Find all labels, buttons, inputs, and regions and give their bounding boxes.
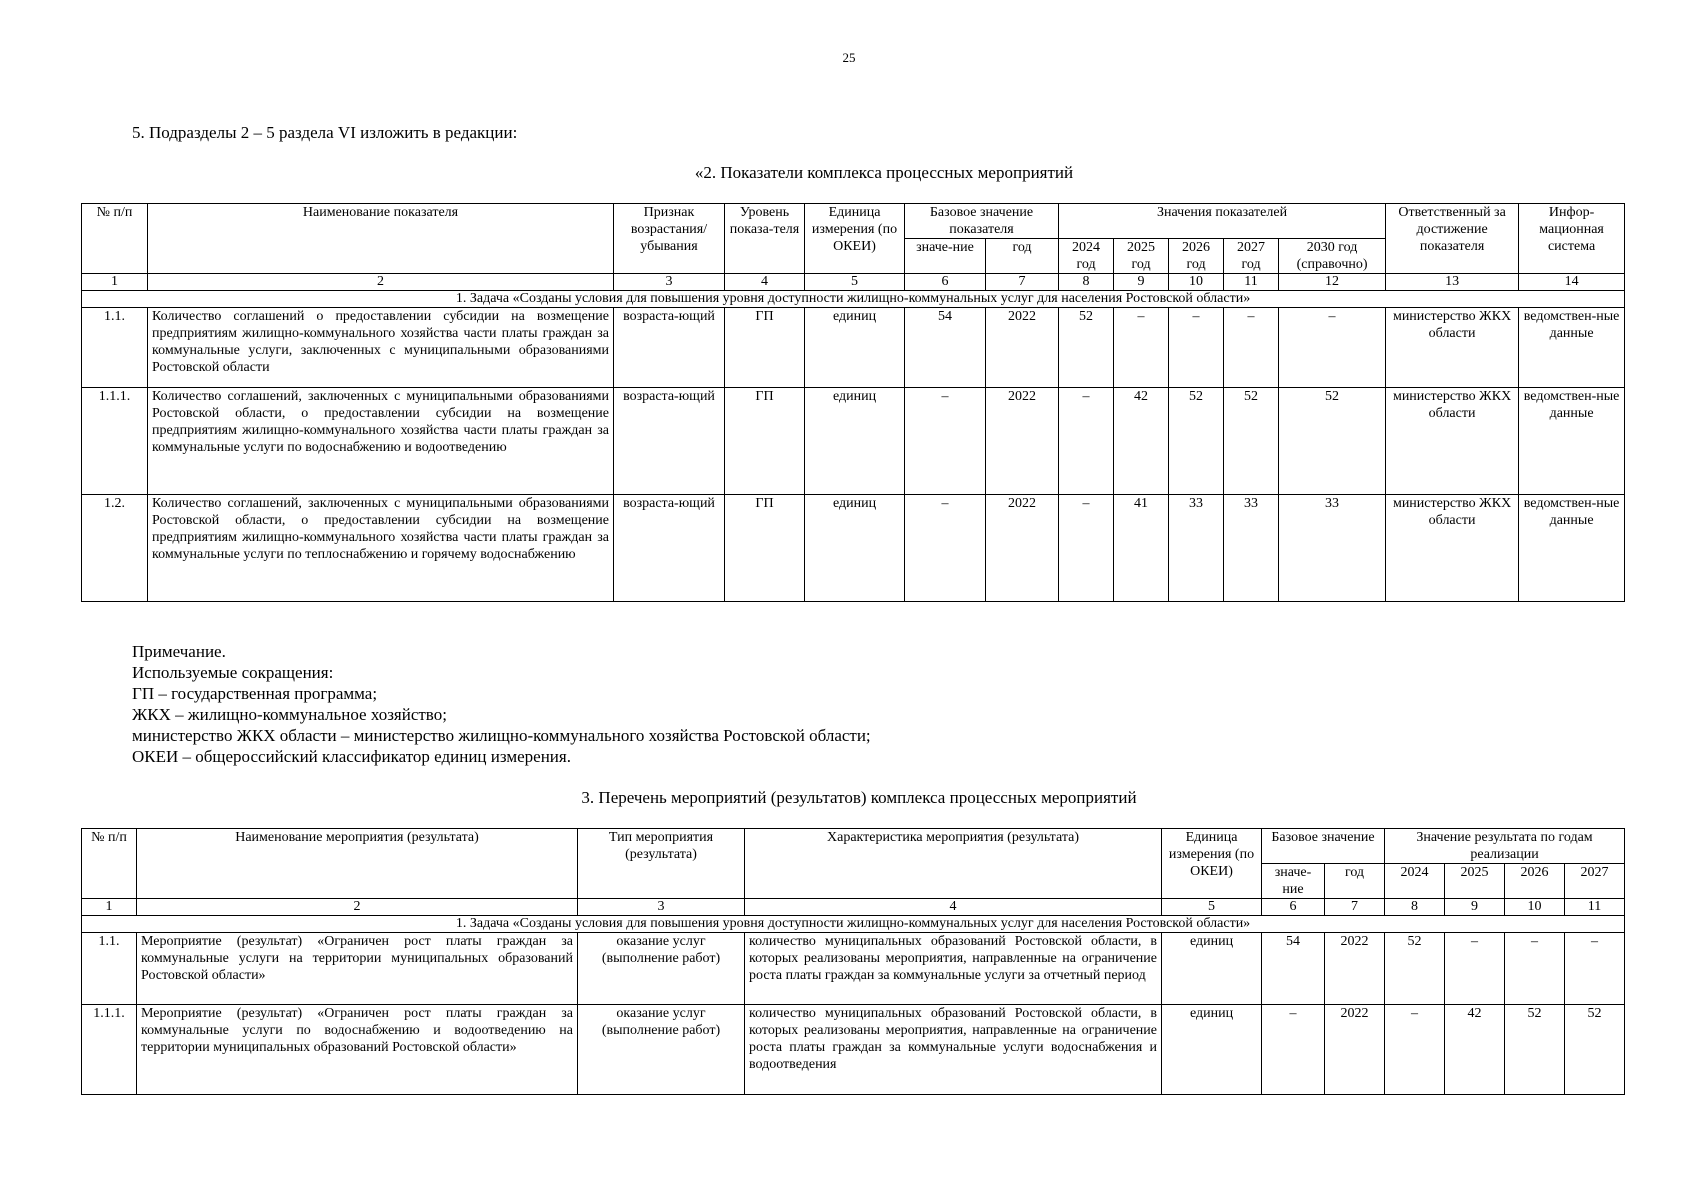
col-number: 12 bbox=[1279, 274, 1386, 291]
row-base-value: – bbox=[1262, 1005, 1325, 1095]
col-number: 10 bbox=[1505, 899, 1565, 916]
row-type: оказание услуг (выполнение работ) bbox=[578, 933, 745, 1005]
table-row bbox=[82, 308, 1625, 388]
header-level: Уровень показа-теля bbox=[725, 204, 805, 274]
header-2030: 2030 год (справочно) bbox=[1279, 239, 1386, 274]
col-number: 3 bbox=[614, 274, 725, 291]
row-base-year: 2022 bbox=[986, 495, 1059, 602]
row-level: ГП bbox=[725, 308, 805, 388]
header-base: Базовое значение bbox=[1262, 829, 1385, 864]
col-number: 2 bbox=[148, 274, 614, 291]
header-num: № п/п bbox=[82, 204, 148, 274]
col-number: 1 bbox=[82, 274, 148, 291]
note-line: Примечание. bbox=[132, 642, 226, 661]
row-2027: 52 bbox=[1565, 1005, 1625, 1095]
note-line: Используемые сокращения: bbox=[132, 663, 334, 682]
table-row bbox=[82, 933, 1625, 1005]
row-characteristic: количество муниципальных образований Ростовской области, в которых реализованы мероприятия, направленные на ограничение роста платы граждан за коммунальные услуги водоснабжения и водоотведения bbox=[745, 1005, 1162, 1095]
row-2030: 52 bbox=[1279, 388, 1386, 495]
col-number: 8 bbox=[1385, 899, 1445, 916]
header-base-value: значе-ние bbox=[905, 239, 986, 274]
row-sign: возраста-ющий bbox=[614, 388, 725, 495]
page-number: 25 bbox=[842, 50, 856, 65]
row-sign: возраста-ющий bbox=[614, 308, 725, 388]
row-type: оказание услуг (выполнение работ) bbox=[578, 1005, 745, 1095]
row-unit: единиц bbox=[1162, 933, 1262, 1005]
row-base-value: – bbox=[905, 495, 986, 602]
row-name: Мероприятие (результат) «Ограничен рост платы граждан за коммунальные услуги по водоснабжению и водоотведению на территории муниципальных образований Ростовской области» bbox=[137, 1005, 578, 1095]
col-number: 7 bbox=[986, 274, 1059, 291]
col-number: 14 bbox=[1519, 274, 1625, 291]
row-num: 1.2. bbox=[82, 495, 148, 602]
col-number: 1 bbox=[82, 899, 137, 916]
row-num: 1.1. bbox=[82, 933, 137, 1005]
note-line: министерство ЖКХ области – министерство жилищно-коммунального хозяйства Ростовской области; bbox=[132, 726, 871, 745]
row-2027: 52 bbox=[1224, 388, 1279, 495]
header-2024: 2024 год bbox=[1059, 239, 1114, 274]
row-num: 1.1.1. bbox=[82, 388, 148, 495]
header-info: Инфор-мационная система bbox=[1519, 204, 1625, 274]
header-2027: 2027 bbox=[1565, 864, 1625, 899]
table-row bbox=[82, 495, 1625, 602]
col-number: 9 bbox=[1445, 899, 1505, 916]
row-2026: 52 bbox=[1169, 388, 1224, 495]
row-2024: – bbox=[1059, 388, 1114, 495]
row-base-year: 2022 bbox=[1325, 933, 1385, 1005]
col-number: 9 bbox=[1114, 274, 1169, 291]
row-sign: возраста-ющий bbox=[614, 495, 725, 602]
row-unit: единиц bbox=[805, 308, 905, 388]
header-name: Наименование мероприятия (результата) bbox=[137, 829, 578, 899]
row-2027: – bbox=[1565, 933, 1625, 1005]
row-base-year: 2022 bbox=[986, 388, 1059, 495]
row-2025: – bbox=[1114, 308, 1169, 388]
row-2026: 52 bbox=[1505, 1005, 1565, 1095]
row-unit: единиц bbox=[805, 388, 905, 495]
row-base-value: 54 bbox=[905, 308, 986, 388]
header-characteristic: Характеристика мероприятия (результата) bbox=[745, 829, 1162, 899]
col-number: 2 bbox=[137, 899, 578, 916]
row-2026: 33 bbox=[1169, 495, 1224, 602]
col-number: 11 bbox=[1224, 274, 1279, 291]
note-line: ЖКХ – жилищно-коммунальное хозяйство; bbox=[132, 705, 447, 724]
header-sign: Признак возрастания/ убывания bbox=[614, 204, 725, 274]
row-name: Количество соглашений, заключенных с муниципальными образованиями Ростовской области, о предоставлении субсидии на возмещение предприятиям жилищно-коммунального хозяйства части платы граждан за коммунальные услуги по водоснабжению и водоотведению bbox=[148, 388, 614, 495]
row-base-value: – bbox=[905, 388, 986, 495]
col-number: 8 bbox=[1059, 274, 1114, 291]
row-unit: единиц bbox=[805, 495, 905, 602]
row-info: ведомствен-ные данные bbox=[1519, 388, 1625, 495]
row-num: 1.1. bbox=[82, 308, 148, 388]
header-unit: Единица измерения (по ОКЕИ) bbox=[805, 204, 905, 274]
header-2026: 2026 год bbox=[1169, 239, 1224, 274]
col-number: 10 bbox=[1169, 274, 1224, 291]
table-row bbox=[82, 388, 1625, 495]
header-2025: 2025 bbox=[1445, 864, 1505, 899]
row-2024: 52 bbox=[1059, 308, 1114, 388]
header-unit: Единица измерения (по ОКЕИ) bbox=[1162, 829, 1262, 899]
column-numbers-row bbox=[82, 274, 1625, 291]
col-number: 3 bbox=[578, 899, 745, 916]
row-2026: – bbox=[1169, 308, 1224, 388]
row-name: Количество соглашений о предоставлении субсидии на возмещение предприятиям жилищно-коммунального хозяйства части платы граждан за коммунальные услуги, заключенных с муниципальными образованиями Ростовской области bbox=[148, 308, 614, 388]
header-2024: 2024 bbox=[1385, 864, 1445, 899]
note-block bbox=[132, 641, 871, 767]
row-2024: – bbox=[1059, 495, 1114, 602]
task-text: 1. Задача «Созданы условия для повышения уровня доступности жилищно-коммунальных услуг для населения Ростовской области» bbox=[82, 291, 1625, 308]
row-info: ведомствен-ные данные bbox=[1519, 308, 1625, 388]
row-2024: 52 bbox=[1385, 933, 1445, 1005]
row-2025: – bbox=[1445, 933, 1505, 1005]
header-2025: 2025 год bbox=[1114, 239, 1169, 274]
row-name: Количество соглашений, заключенных с муниципальными образованиями Ростовской области, о предоставлении субсидии на возмещение предприятиям жилищно-коммунального хозяйства части платы граждан за коммунальные услуги по теплоснабжению и горячему водоснабжению bbox=[148, 495, 614, 602]
header-2027: 2027 год bbox=[1224, 239, 1279, 274]
row-info: ведомствен-ные данные bbox=[1519, 495, 1625, 602]
row-2024: – bbox=[1385, 1005, 1445, 1095]
header-base-year: год bbox=[986, 239, 1059, 274]
row-2025: 42 bbox=[1114, 388, 1169, 495]
row-2030: 33 bbox=[1279, 495, 1386, 602]
row-level: ГП bbox=[725, 495, 805, 602]
task-row bbox=[82, 291, 1625, 308]
note-line: ГП – государственная программа; bbox=[132, 684, 378, 703]
table-row bbox=[82, 1005, 1625, 1095]
row-2030: – bbox=[1279, 308, 1386, 388]
header-name: Наименование показателя bbox=[148, 204, 614, 274]
row-num: 1.1.1. bbox=[82, 1005, 137, 1095]
row-base-value: 54 bbox=[1262, 933, 1325, 1005]
task-row bbox=[82, 916, 1625, 933]
header-num: № п/п bbox=[82, 829, 137, 899]
header-2026: 2026 bbox=[1505, 864, 1565, 899]
row-2025: 42 bbox=[1445, 1005, 1505, 1095]
col-number: 7 bbox=[1325, 899, 1385, 916]
col-number: 5 bbox=[1162, 899, 1262, 916]
row-2027: 33 bbox=[1224, 495, 1279, 602]
col-number: 11 bbox=[1565, 899, 1625, 916]
intro-text: 5. Подразделы 2 – 5 раздела VI изложить в редакции: bbox=[132, 123, 518, 142]
header-base-value: значе-ние bbox=[1262, 864, 1325, 899]
indicators-table bbox=[81, 203, 1625, 602]
table-header-row bbox=[82, 829, 1625, 864]
header-base-year: год bbox=[1325, 864, 1385, 899]
row-base-year: 2022 bbox=[1325, 1005, 1385, 1095]
row-2027: – bbox=[1224, 308, 1279, 388]
header-values: Значение результата по годам реализации bbox=[1385, 829, 1625, 864]
row-responsible: министерство ЖКХ области bbox=[1386, 308, 1519, 388]
col-number: 5 bbox=[805, 274, 905, 291]
header-responsible: Ответственный за достижение показателя bbox=[1386, 204, 1519, 274]
activities-table bbox=[81, 828, 1625, 1095]
task-text: 1. Задача «Созданы условия для повышения уровня доступности жилищно-коммунальных услуг для населения Ростовской области» bbox=[82, 916, 1625, 933]
row-name: Мероприятие (результат) «Ограничен рост платы граждан за коммунальные услуги на территории муниципальных образований Ростовской области» bbox=[137, 933, 578, 1005]
row-2026: – bbox=[1505, 933, 1565, 1005]
row-responsible: министерство ЖКХ области bbox=[1386, 495, 1519, 602]
header-base: Базовое значение показателя bbox=[905, 204, 1059, 239]
row-base-year: 2022 bbox=[986, 308, 1059, 388]
column-numbers-row bbox=[82, 899, 1625, 916]
table-header-row bbox=[82, 204, 1625, 239]
col-number: 6 bbox=[1262, 899, 1325, 916]
col-number: 4 bbox=[725, 274, 805, 291]
table2-title: 3. Перечень мероприятий (результатов) комплекса процессных мероприятий bbox=[581, 788, 1137, 807]
col-number: 13 bbox=[1386, 274, 1519, 291]
row-level: ГП bbox=[725, 388, 805, 495]
note-line: ОКЕИ – общероссийский классификатор единиц измерения. bbox=[132, 747, 571, 766]
table1-title: «2. Показатели комплекса процессных мероприятий bbox=[694, 163, 1074, 182]
col-number: 4 bbox=[745, 899, 1162, 916]
header-values: Значения показателей bbox=[1059, 204, 1386, 239]
row-unit: единиц bbox=[1162, 1005, 1262, 1095]
row-responsible: министерство ЖКХ области bbox=[1386, 388, 1519, 495]
col-number: 6 bbox=[905, 274, 986, 291]
row-characteristic: количество муниципальных образований Ростовской области, в которых реализованы мероприятия, направленные на ограничение роста платы граждан за коммунальные услуги за отчетный период bbox=[745, 933, 1162, 1005]
header-type: Тип мероприятия (результата) bbox=[578, 829, 745, 899]
row-2025: 41 bbox=[1114, 495, 1169, 602]
